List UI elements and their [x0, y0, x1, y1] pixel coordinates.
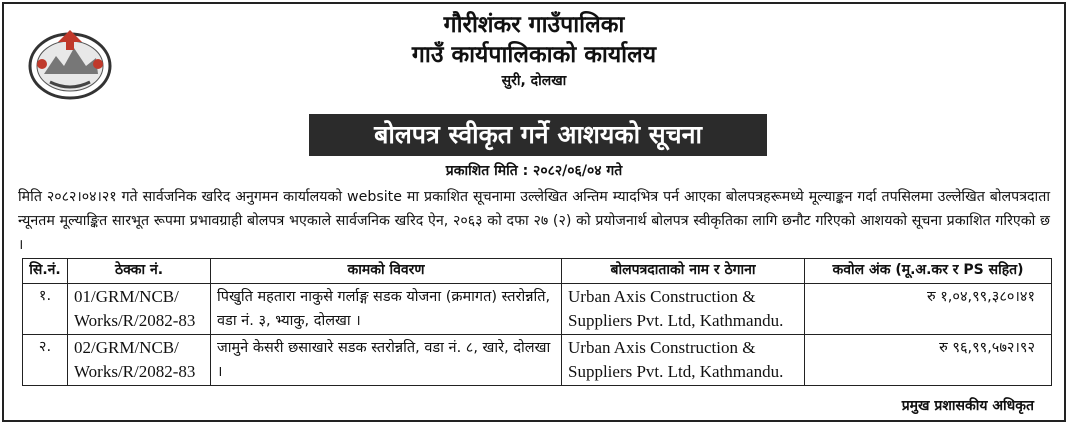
col-header-sn: सि.नं.	[23, 259, 68, 284]
row-contract: 02/GRM/NCB/ Works/R/2082-83	[68, 335, 211, 386]
signatory: प्रमुख प्रशासकीय अधिकृत	[901, 398, 1034, 414]
row-description: पिखुति महतारा नाकुसे गर्लाङ्ग सडक योजना (क्रमागत) स्तरोन्नति, वडा नं. ३, भ्याकु, दोलखा ।	[211, 284, 562, 335]
notice-page	[2, 2, 1066, 422]
notice-paragraph: मिति २०८२।०४।२१ गते सार्वजनिक खरिद अनुगमन कार्यालयको website मा प्रकाशित सूचनामा उल्लेखित अन्तिम म्यादभित्र पर्न आएका बोलपत्रहरूमध्ये मूल्याङ्कन गर्दा तपसिलमा उल्लेखित बोलपत्रदाता न्यूनतम मूल्याङ्कित सारभूत रूपमा प्रभावग्राही बोलपत्र भएकाले सार्वजनिक खरिद ऐन, २०६३ को दफा २७ (२) को प्रयोजनार्थ बोलपत्र स्वीकृतिका लागि छनौट गरिएको आशयको सूचना प्रकाशित गरिएको छ ।	[18, 189, 1050, 253]
table-row	[23, 284, 1052, 335]
col-header-description: कामको विवरण	[211, 259, 562, 284]
header	[4, 10, 1064, 92]
office-name: गाउँ कार्यपालिकाको कार्यालय	[411, 41, 657, 68]
col-header-amount: कवोल अंक (मू.अ.कर र PS सहित)	[805, 259, 1052, 284]
notice-title: बोलपत्र स्वीकृत गर्ने आशयको सूचना	[309, 114, 767, 156]
row-description: जामुने केसरी छसाखारे सडक स्तरोन्नति, वडा नं. ८, खारे, दोलखा ।	[211, 335, 562, 386]
office-address: सुरी, दोलखा	[501, 73, 567, 89]
row-bidder: Urban Axis Construction & Suppliers Pvt. Ltd, Kathmandu.	[562, 284, 805, 335]
table-header-row	[23, 259, 1052, 284]
published-date: प्रकाशित मिति : २०८२/०६/०४ गते	[445, 163, 623, 179]
row-bidder: Urban Axis Construction & Suppliers Pvt. Ltd, Kathmandu.	[562, 335, 805, 386]
row-contract: 01/GRM/NCB/ Works/R/2082-83	[68, 284, 211, 335]
table-row	[23, 335, 1052, 386]
row-sn: २.	[23, 335, 68, 386]
row-amount: रु १,०४,९९,३८०।४१	[805, 284, 1052, 335]
row-sn: १.	[23, 284, 68, 335]
bid-table	[22, 258, 1052, 386]
col-header-contract: ठेक्का नं.	[68, 259, 211, 284]
col-header-bidder: बोलपत्रदाताको नाम र ठेगाना	[562, 259, 805, 284]
municipality-name: गौरीशंकर गाउँपालिका	[443, 11, 625, 38]
row-amount: रु ९६,९९,५७२।९२	[805, 335, 1052, 386]
